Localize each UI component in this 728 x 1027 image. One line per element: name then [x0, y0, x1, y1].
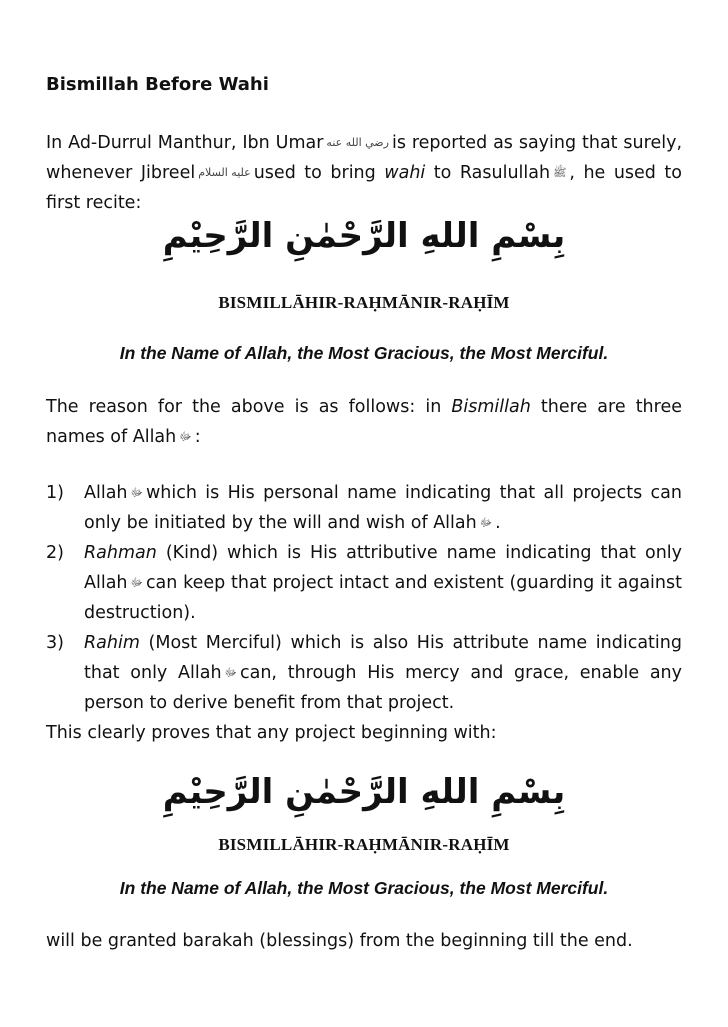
paragraph-intro — [46, 128, 682, 218]
list-number: 3) — [46, 633, 64, 653]
names-list — [46, 478, 682, 718]
reason-text-c: : — [194, 427, 201, 447]
intro-wahi: wahi — [384, 163, 426, 183]
translation-1: In the Name of Allah, the Most Gracious, the Most Merciful. — [119, 343, 609, 363]
list-item-text-b: which is His personal name indicating that all projects can only be initiated by the will and wish of Allah — [84, 483, 682, 533]
list-item-text-b: can, through His mercy and grace, enable any person to derive benefit from that project. — [84, 663, 682, 713]
intro-text-e: , he used to first recite: — [46, 163, 682, 213]
list-number: 1) — [46, 483, 64, 503]
list-item-term: Rahman — [84, 543, 157, 563]
list-item-text-a: (Most Merciful) which is also His attribute name indicating that only Allah — [84, 633, 682, 683]
translation-2: In the Name of Allah, the Most Gracious, the Most Merciful. — [119, 878, 609, 898]
intro-text-c: used to bring — [253, 163, 376, 183]
list-item — [46, 478, 682, 538]
arabic-bismillah-2: بِسْمِ اللهِ الرَّحْمٰنِ الرَّحِيْمِ — [162, 772, 566, 812]
list-item-term: Rahim — [84, 633, 140, 653]
paragraph-proves: This clearly proves that any project beginning with: — [46, 723, 497, 743]
intro-text-a: In Ad-Durrul Manthur, Ibn Umar — [46, 133, 324, 153]
list-number: 2) — [46, 543, 64, 563]
arabic-bismillah-1: بِسْمِ اللهِ الرَّحْمٰنِ الرَّحِيْمِ — [162, 216, 566, 256]
honorific-swt-icon: ﷻ — [179, 430, 192, 443]
reason-term: Bismillah — [451, 397, 531, 417]
honorific-swt-icon: ﷻ — [130, 576, 143, 589]
paragraph-reason — [46, 392, 682, 452]
list-item — [46, 628, 682, 718]
list-item-text-c: . — [495, 513, 501, 533]
list-item-text-a: Allah — [84, 483, 128, 503]
list-item-text-a: (Kind) which is His attributive name indicating that only Allah — [84, 543, 682, 593]
honorific-as-icon: عليه السلام — [198, 166, 251, 179]
list-item-text-b: can keep that project intact and existent (guarding it against destruction). — [84, 573, 682, 623]
honorific-saw-icon: ﷺ — [553, 166, 567, 179]
transliteration-2: BISMILLĀHIR-RAḤMĀNIR-RAḤĪM — [218, 835, 510, 854]
honorific-swt-icon: ﷻ — [479, 516, 493, 529]
reason-text-a: The reason for the above is as follows: in — [46, 397, 442, 417]
transliteration-1: BISMILLĀHIR-RAḤMĀNIR-RAḤĪM — [218, 293, 510, 312]
honorific-swt-icon: ﷻ — [224, 666, 237, 679]
list-item — [46, 538, 682, 628]
section-heading: Bismillah Before Wahi — [46, 74, 269, 95]
intro-text-d: to Rasulullah — [433, 163, 551, 183]
intro-text-b: is reported as saying that surely, whenever Jibreel — [46, 133, 683, 183]
paragraph-barakah: will be granted barakah (blessings) from the beginning till the end. — [46, 931, 633, 951]
honorific-swt-icon: ﷻ — [130, 486, 143, 499]
reason-text-b: there are three names of Allah — [46, 397, 682, 447]
honorific-ra-icon: رضي الله عنه — [326, 136, 389, 149]
